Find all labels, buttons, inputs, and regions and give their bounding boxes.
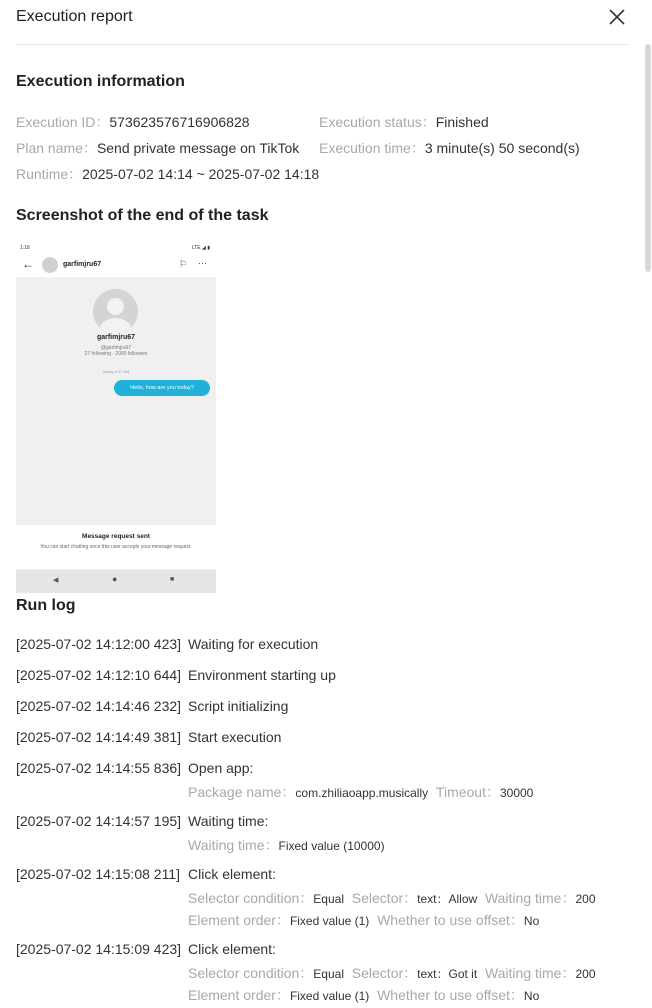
detail-value: 200 xyxy=(575,892,596,906)
log-message: Environment starting up xyxy=(188,667,336,683)
request-notice xyxy=(16,525,216,569)
execution-time-row xyxy=(319,138,580,158)
close-icon xyxy=(606,6,628,28)
detail-value: com.zhiliaoapp.musically xyxy=(295,786,429,800)
log-message: Open app: xyxy=(188,760,254,776)
detail-label: Waiting time： xyxy=(484,965,576,981)
detail-value: No xyxy=(523,989,540,1003)
log-timestamp: [2025-07-02 14:15:08 211] xyxy=(16,866,180,882)
task-end-screenshot[interactable] xyxy=(16,243,216,593)
detail-label: Selector condition： xyxy=(188,965,314,981)
plan-name-value: Send private message on TikTok xyxy=(96,140,300,156)
detail-label: Waiting time： xyxy=(188,837,279,853)
log-message: Click element: xyxy=(188,941,276,957)
log-timestamp: [2025-07-02 14:12:10 644] xyxy=(16,667,182,683)
log-timestamp: [2025-07-02 14:14:57 195] xyxy=(16,813,182,829)
execution-id-row xyxy=(16,112,250,132)
execution-id-label: Execution ID： xyxy=(16,114,110,130)
message-date: Today 3:17 AM xyxy=(102,369,130,374)
log-timestamp: [2025-07-02 14:14:55 836] xyxy=(16,760,182,776)
runtime-row xyxy=(16,164,319,184)
detail-value: 30000 xyxy=(499,786,534,800)
flag-icon: ⚐ xyxy=(179,259,188,269)
execution-id-value: 573623576716906828 xyxy=(109,114,250,130)
nav-recent-icon: ■ xyxy=(170,576,175,583)
scroll-thumb[interactable] xyxy=(645,44,651,272)
log-message: Script initializing xyxy=(188,698,289,714)
detail-value: text：Allow xyxy=(417,892,478,906)
more-icon: ··· xyxy=(198,258,207,268)
phone-signal-battery: LTE ◢ ▮ xyxy=(191,245,210,251)
log-timestamp: [2025-07-02 14:15:09 423] xyxy=(16,941,182,957)
log-timestamp: [2025-07-02 14:14:46 232] xyxy=(16,698,182,714)
detail-value: text：Got it xyxy=(417,967,478,981)
profile-name: garfimjru67 xyxy=(96,334,136,341)
detail-label: Package name： xyxy=(188,784,296,800)
sent-message-bubble: Hello, how are you today? xyxy=(114,380,210,396)
detail-label: Waiting time： xyxy=(484,890,576,906)
detail-label: Whether to use offset： xyxy=(377,987,524,1003)
nav-back-icon: ◀ xyxy=(53,577,59,584)
scrollbar[interactable] xyxy=(644,44,652,1008)
detail-value: Equal xyxy=(313,967,344,981)
report-header xyxy=(16,0,628,45)
plan-name-label: Plan name： xyxy=(16,140,97,156)
detail-label: Whether to use offset： xyxy=(377,912,524,928)
detail-value: Fixed value (1) xyxy=(289,989,370,1003)
execution-status-label: Execution status： xyxy=(319,114,436,130)
detail-value: Fixed value (1) xyxy=(289,914,370,928)
log-detail-line xyxy=(188,782,533,802)
phone-nav-bar xyxy=(16,570,216,593)
detail-label: Selector： xyxy=(351,890,418,906)
detail-value: Fixed value (10000) xyxy=(278,839,385,853)
phone-clock: 1:18 xyxy=(20,245,30,251)
execution-time-label: Execution time： xyxy=(319,140,425,156)
detail-label: Element order： xyxy=(188,987,290,1003)
log-timestamp: [2025-07-02 14:12:00 423] xyxy=(16,636,182,652)
log-message: Click element: xyxy=(188,866,276,882)
back-arrow-icon: ← xyxy=(22,257,34,271)
close-button[interactable] xyxy=(606,6,628,28)
log-message: Waiting for execution xyxy=(188,636,319,652)
log-message: Start execution xyxy=(188,729,282,745)
screenshot-title: Screenshot of the end of the task xyxy=(16,207,269,224)
detail-label: Selector： xyxy=(351,965,418,981)
detail-value: No xyxy=(523,914,540,928)
chat-avatar xyxy=(42,257,58,273)
nav-home-icon: ● xyxy=(112,574,118,584)
log-detail-line xyxy=(188,888,596,908)
log-detail-line xyxy=(188,835,385,855)
request-title: Message request sent xyxy=(82,533,150,540)
execution-time-value: 3 minute(s) 50 second(s) xyxy=(424,140,580,156)
log-detail-line xyxy=(188,985,539,1005)
chat-header xyxy=(16,253,216,277)
chat-username: garfimjru67 xyxy=(63,261,102,268)
profile-handle: @garfimjru67 xyxy=(100,345,132,351)
execution-status-row xyxy=(319,112,489,132)
detail-value: 200 xyxy=(575,967,596,981)
runtime-value: 2025-07-02 14:14 ~ 2025-07-02 14:18 xyxy=(82,166,320,182)
log-detail-line xyxy=(188,910,539,930)
runtime-label: Runtime： xyxy=(16,166,83,182)
execution-info-title: Execution information xyxy=(16,73,185,90)
log-message: Waiting time: xyxy=(188,813,269,829)
detail-label: Element order： xyxy=(188,912,290,928)
execution-status-value: Finished xyxy=(435,114,489,130)
log-detail-line xyxy=(188,963,596,983)
plan-name-row xyxy=(16,138,299,158)
detail-label: Timeout： xyxy=(435,784,500,800)
profile-avatar xyxy=(93,289,138,334)
request-description: You can start chatting once this user accepts your message request. xyxy=(40,544,192,550)
detail-value: Equal xyxy=(313,892,344,906)
run-log-title: Run log xyxy=(16,597,76,614)
detail-label: Selector condition： xyxy=(188,890,314,906)
page-title: Execution report xyxy=(16,8,133,25)
profile-stats: 27 following · 2000 followers xyxy=(84,351,148,357)
log-timestamp: [2025-07-02 14:14:49 381] xyxy=(16,729,182,745)
phone-status-bar xyxy=(16,243,216,253)
